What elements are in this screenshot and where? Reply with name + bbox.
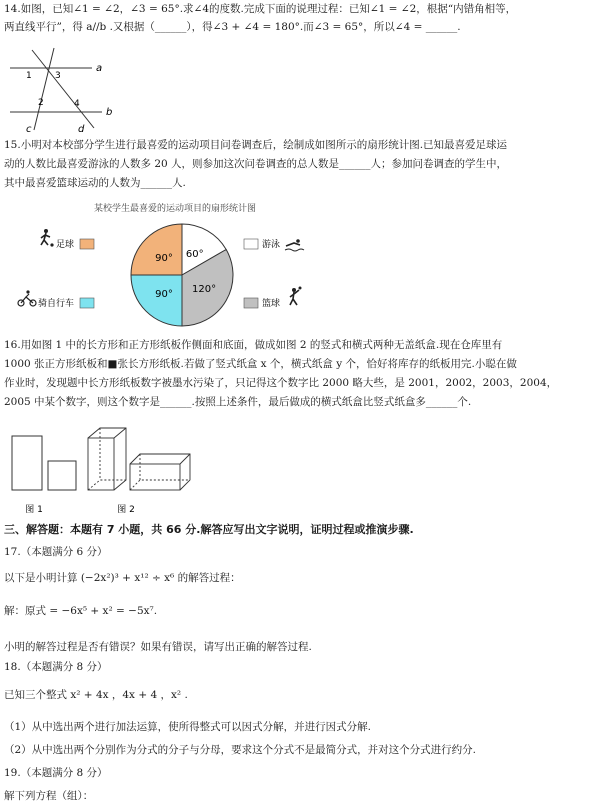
pie-label-篮球: 120° <box>192 283 217 295</box>
label-1: 1 <box>26 71 32 81</box>
q17-header: 17.（本题满分 6 分） <box>4 546 108 558</box>
pie-chart <box>10 198 340 333</box>
line-d <box>32 50 94 128</box>
fig2-vertical-box <box>88 428 126 490</box>
legend-basketball-swatch <box>244 298 258 308</box>
legend-swimming-swatch <box>244 239 258 249</box>
legend-football-label: 足球 <box>56 240 75 250</box>
q16-line1: 16.用如图 1 中的长方形和正方形纸板作侧面和底面，做成如图 2 的竖式和横式两种无盖纸盒.现在仓库里有 <box>4 339 503 351</box>
fig2-horizontal-box <box>130 454 190 490</box>
q19-prompt: 解下列方程（组）： <box>4 790 94 802</box>
q17-question: 小明的解答过程是否有错误？如果有错误，请写出正确的解答过程. <box>4 641 312 653</box>
legend-swimming <box>244 238 304 251</box>
pie-slice-足球 <box>131 224 182 275</box>
chart-title: 某校学生最喜爱的运动项目的扇形统计图 <box>93 204 257 214</box>
basketball-player-icon <box>290 287 302 306</box>
legend-cycling <box>18 290 94 309</box>
line-c <box>34 48 54 130</box>
legend-cycling-swatch <box>80 298 94 308</box>
pie-label-足球: 90° <box>155 252 173 264</box>
q16-line2: 1000 张正方形纸板和■张长方形纸板.若做了竖式纸盒 x 个，横式纸盒 y 个，恰好将库存的纸板用完.小聪在做 <box>4 358 517 370</box>
legend-basketball <box>244 287 302 310</box>
q14-line2: 两直线平行”，得 a//b .又根据（______），得∠3 + ∠4 = 180°.而∠3 = 65°，所以∠4 = ______. <box>4 21 461 33</box>
q17-prompt: 以下是小明计算 (−2x²)³ + x¹² ÷ x⁶ 的解答过程： <box>4 572 241 584</box>
q15-line2: 动的人数比最喜爱游泳的人数多 20 人，则参加这次问卷调查的总人数是______人；参加问卷调查的学生中， <box>4 158 508 170</box>
fig1-square <box>48 461 76 490</box>
legend-football <box>41 229 94 250</box>
label-2: 2 <box>38 98 44 108</box>
football-player-icon <box>41 229 54 247</box>
fig2-caption: 图 2 <box>117 505 135 515</box>
q14-geometry-figure <box>10 44 120 134</box>
q14-line1: 14.如图，已知∠1 = ∠2，∠3 = 65°.求∠4的度数.完成下面的说理过程：已知∠1 = ∠2，根据“内错角相等， <box>4 3 517 15</box>
q18-part2: （2）从中选出两个分别作为分式的分子与分母，要求这个分式不是最简分式，并对这个分式进行约分. <box>4 744 477 756</box>
q18-header: 18.（本题满分 8 分） <box>4 661 108 673</box>
fig1-caption: 图 1 <box>25 505 43 515</box>
legend-swimming-label: 游泳 <box>262 240 281 250</box>
pie-label-游泳: 60° <box>185 248 204 260</box>
swimmer-icon <box>285 239 304 251</box>
q16-box-figures <box>6 424 196 520</box>
q15-line3: 其中最喜爱篮球运动的人数为______人. <box>4 177 186 189</box>
legend-football-swatch <box>80 239 94 249</box>
q16-line3: 作业时，发现题中长方形纸板数字被墨水污染了，只记得这个数字比 2000 略大些，是 2001，2002，2003，2004， <box>4 377 558 389</box>
pie-slice-骑自行车 <box>131 275 182 326</box>
label-3: 3 <box>55 71 61 81</box>
label-4: 4 <box>74 99 80 109</box>
q18-given: 已知三个整式 x² + 4x ，4x + 4 ，x² . <box>4 689 188 701</box>
q17-solution: 解：原式 = −6x⁵ + x² = −5x⁷. <box>4 605 158 617</box>
label-c: c <box>26 124 32 134</box>
section-3-heading: 三、解答题：本题有 7 小题，共 66 分.解答应写出文字说明，证明过程或推演步骤. <box>4 523 414 536</box>
label-d: d <box>78 124 85 134</box>
label-b: b <box>106 107 113 118</box>
q18-part1: （1）从中选出两个进行加法运算，使所得整式可以因式分解，并进行因式分解. <box>4 721 372 733</box>
q19-header: 19.（本题满分 8 分） <box>4 767 108 779</box>
legend-basketball-label: 篮球 <box>262 299 281 309</box>
q16-line4: 2005 中某个数字，则这个数字是______.按照上述条件，最后做成的横式纸盒比竖式纸盒多______个. <box>4 396 472 408</box>
cycling-icon <box>18 290 36 306</box>
q15-line1: 15.小明对本校部分学生进行最喜爱的运动项目问卷调查后，绘制成如图所示的扇形统计图.已知最喜爱足球运 <box>4 139 508 151</box>
fig1-rectangle <box>12 436 42 490</box>
pie-label-骑自行车: 90° <box>155 289 173 301</box>
legend-cycling-label: 骑自行车 <box>38 299 75 309</box>
label-a: a <box>96 63 103 74</box>
